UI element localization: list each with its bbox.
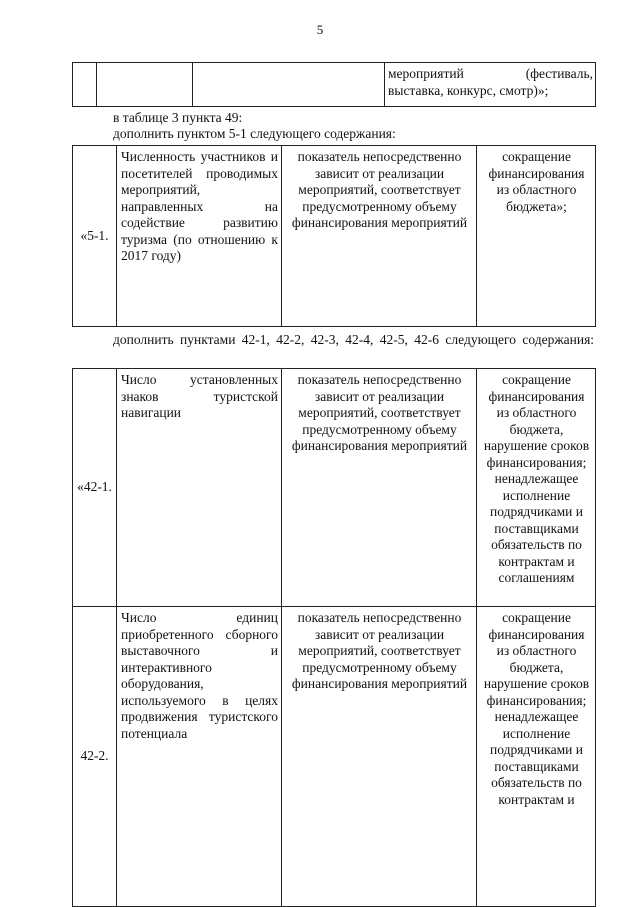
row-number: «5-1. xyxy=(73,146,117,327)
table-cell xyxy=(193,63,385,107)
row-number: «42-1. xyxy=(73,369,117,607)
instruction-text: в таблице 3 пункта 49: xyxy=(113,110,243,125)
indicator-name: Число установленных знаков туристской навигации xyxy=(117,369,282,607)
cell-text-line: выставка, конкурс, смотр)»; xyxy=(388,82,549,98)
table-cell xyxy=(73,63,97,107)
page-number: 5 xyxy=(316,22,324,37)
table-cell xyxy=(97,63,193,107)
row-number: 42-2. xyxy=(73,607,117,907)
indicator-factor: показатель непосредственно зависит от реализации мероприятий, соответствует предусмотренному объему финансирования мероприятий xyxy=(282,146,477,327)
indicator-factor: показатель непосредственно зависит от реализации мероприятий, соответствует предусмотренному объему финансирования мероприятий xyxy=(282,607,477,907)
indicator-table-42 xyxy=(72,368,596,907)
cell-text-line: мероприятий (фестиваль, xyxy=(388,66,593,81)
instruction-text: дополнить пунктами 42-1, 42-2, 42-3, 42-4, 42-5, 42-6 следующего содержания: xyxy=(113,332,595,347)
indicator-name: Численность участников и посетителей проводимых мероприятий, направленных на содействие развитию туризма (по отношению к 2017 году) xyxy=(117,146,282,327)
indicator-factor: показатель непосредственно зависит от реализации мероприятий, соответствует предусмотренному объему финансирования мероприятий xyxy=(282,369,477,607)
table-cell xyxy=(385,63,596,107)
indicator-risk: сокращение финансирования из областного бюджета, нарушение сроков финансирования; ненадлежащее исполнение подрядчиками и поставщиками обязательств по контрактам и соглашениям xyxy=(477,369,596,607)
indicator-risk: сокращение финансирования из областного бюджета»; xyxy=(477,146,596,327)
table-row xyxy=(73,369,596,607)
table-row xyxy=(73,607,596,907)
indicator-table-5-1 xyxy=(72,145,596,327)
indicator-name: Число единиц приобретенного сборного выставочного и интерактивного оборудования, используемого в целях продвижения туристского потенциала xyxy=(117,607,282,907)
continuation-table xyxy=(72,62,596,107)
instruction-text: дополнить пунктом 5-1 следующего содержания: xyxy=(113,126,396,141)
indicator-risk: сокращение финансирования из областного бюджета, нарушение сроков финансирования; ненадлежащее исполнение подрядчиками и поставщиками обязательств по контрактам и xyxy=(477,607,596,907)
